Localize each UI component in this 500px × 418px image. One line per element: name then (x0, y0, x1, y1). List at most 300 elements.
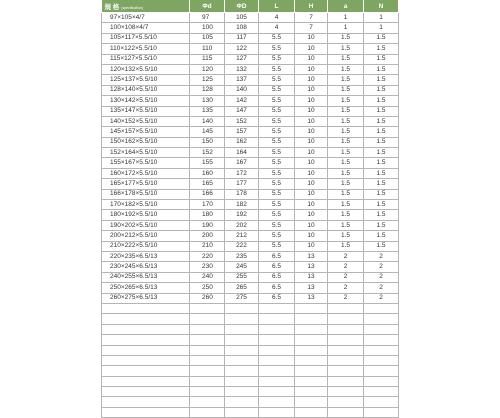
cell-spec (102, 303, 190, 313)
cell-spec: 105×117×5.5/10 (102, 33, 190, 43)
cell-outer-diameter: 132 (225, 64, 259, 74)
cell-a: 1.5 (328, 179, 364, 189)
cell-n: 1.5 (364, 96, 399, 106)
cell-outer-diameter (225, 324, 259, 334)
cell-inner-diameter: 240 (190, 272, 225, 282)
cell-height: 10 (295, 54, 328, 64)
cell-height: 10 (295, 148, 328, 158)
cell-outer-diameter: 212 (225, 231, 259, 241)
cell-height: 10 (295, 96, 328, 106)
cell-spec: 97×105×4/7 (102, 13, 190, 23)
cell-n: 1.5 (364, 148, 399, 158)
cell-outer-diameter: 182 (225, 200, 259, 210)
cell-inner-diameter (190, 355, 225, 365)
cell-height: 7 (295, 23, 328, 33)
cell-outer-diameter: 147 (225, 106, 259, 116)
cell-n (364, 407, 399, 417)
table-row (102, 168, 399, 178)
cell-a: 1 (328, 23, 364, 33)
cell-spec: 166×178×5.5/10 (102, 189, 190, 199)
table-row (102, 54, 399, 64)
cell-length: 5.5 (259, 137, 295, 147)
cell-length: 5.5 (259, 116, 295, 126)
cell-spec: 190×202×5.5/10 (102, 220, 190, 230)
cell-n: 1.5 (364, 220, 399, 230)
cell-height: 10 (295, 85, 328, 95)
cell-outer-diameter (225, 407, 259, 417)
cell-outer-diameter: 235 (225, 251, 259, 261)
cell-inner-diameter: 260 (190, 293, 225, 303)
cell-height: 10 (295, 189, 328, 199)
cell-height: 10 (295, 75, 328, 85)
table-row (102, 241, 399, 251)
table-row (102, 64, 399, 74)
header-inner-diameter: Φd (190, 0, 225, 13)
header-length: L (259, 0, 295, 13)
cell-length (259, 335, 295, 345)
cell-height: 13 (295, 283, 328, 293)
cell-spec: 145×157×5.5/10 (102, 127, 190, 137)
cell-height (295, 407, 328, 417)
cell-spec: 250×265×6.5/13 (102, 283, 190, 293)
cell-n: 1.5 (364, 54, 399, 64)
cell-height: 10 (295, 220, 328, 230)
cell-inner-diameter: 105 (190, 33, 225, 43)
cell-outer-diameter: 157 (225, 127, 259, 137)
cell-n: 2 (364, 283, 399, 293)
table-row (102, 293, 399, 303)
cell-a: 1.5 (328, 231, 364, 241)
cell-inner-diameter (190, 397, 225, 407)
table-row (102, 179, 399, 189)
cell-height (295, 397, 328, 407)
cell-length (259, 303, 295, 313)
cell-spec: 155×167×5.5/10 (102, 158, 190, 168)
cell-length (259, 397, 295, 407)
table-row (102, 355, 399, 365)
cell-height (295, 314, 328, 324)
cell-inner-diameter (190, 366, 225, 376)
cell-n (364, 345, 399, 355)
cell-spec: 135×147×5.5/10 (102, 106, 190, 116)
table-row (102, 272, 399, 282)
cell-length: 5.5 (259, 54, 295, 64)
cell-height (295, 387, 328, 397)
cell-spec: 210×222×5.5/10 (102, 241, 190, 251)
cell-outer-diameter: 222 (225, 241, 259, 251)
cell-outer-diameter: 142 (225, 96, 259, 106)
cell-a: 1.5 (328, 241, 364, 251)
cell-outer-diameter (225, 303, 259, 313)
cell-inner-diameter: 170 (190, 200, 225, 210)
cell-a (328, 366, 364, 376)
cell-spec: 180×192×5.5/10 (102, 210, 190, 220)
table-row (102, 44, 399, 54)
cell-inner-diameter (190, 335, 225, 345)
table-row (102, 106, 399, 116)
cell-n: 1.5 (364, 210, 399, 220)
cell-n: 1.5 (364, 200, 399, 210)
cell-a: 1 (328, 13, 364, 23)
cell-spec: 200×212×5.5/10 (102, 231, 190, 241)
cell-length: 5.5 (259, 148, 295, 158)
table-body (102, 13, 399, 418)
cell-length: 5.5 (259, 179, 295, 189)
cell-spec (102, 397, 190, 407)
cell-n: 1 (364, 13, 399, 23)
cell-height (295, 335, 328, 345)
table-row (102, 210, 399, 220)
cell-spec (102, 407, 190, 417)
spec-table-container (101, 0, 398, 418)
cell-n (364, 335, 399, 345)
cell-spec: 170×182×5.5/10 (102, 200, 190, 210)
cell-n (364, 387, 399, 397)
table-row (102, 116, 399, 126)
header-spec-sub: (specification) (121, 5, 143, 10)
cell-height: 10 (295, 241, 328, 251)
cell-spec: 110×122×5.5/10 (102, 44, 190, 54)
cell-height: 10 (295, 158, 328, 168)
cell-a: 1.5 (328, 44, 364, 54)
cell-spec (102, 366, 190, 376)
cell-outer-diameter: 172 (225, 168, 259, 178)
cell-length (259, 324, 295, 334)
cell-n (364, 397, 399, 407)
cell-length: 5.5 (259, 158, 295, 168)
cell-length: 5.5 (259, 220, 295, 230)
cell-length: 5.5 (259, 75, 295, 85)
table-row (102, 85, 399, 95)
table-row (102, 387, 399, 397)
cell-a: 1.5 (328, 116, 364, 126)
cell-outer-diameter (225, 387, 259, 397)
cell-outer-diameter (225, 335, 259, 345)
cell-a: 1.5 (328, 96, 364, 106)
cell-spec: 160×172×5.5/10 (102, 168, 190, 178)
cell-a (328, 397, 364, 407)
cell-n: 1.5 (364, 231, 399, 241)
cell-a: 1.5 (328, 168, 364, 178)
cell-inner-diameter: 110 (190, 44, 225, 54)
cell-a: 1.5 (328, 137, 364, 147)
cell-n: 1.5 (364, 168, 399, 178)
cell-spec (102, 355, 190, 365)
cell-a: 1.5 (328, 210, 364, 220)
cell-spec: 130×142×5.5/10 (102, 96, 190, 106)
cell-a: 2 (328, 251, 364, 261)
cell-length (259, 355, 295, 365)
table-row (102, 231, 399, 241)
cell-outer-diameter (225, 376, 259, 386)
cell-spec: 150×162×5.5/10 (102, 137, 190, 147)
cell-n: 1.5 (364, 158, 399, 168)
cell-a (328, 345, 364, 355)
cell-length (259, 314, 295, 324)
cell-spec: 260×275×6.5/13 (102, 293, 190, 303)
cell-length: 5.5 (259, 85, 295, 95)
cell-spec: 100×108×4/7 (102, 23, 190, 33)
cell-length: 5.5 (259, 106, 295, 116)
cell-a: 1.5 (328, 106, 364, 116)
cell-length: 4 (259, 23, 295, 33)
cell-spec (102, 387, 190, 397)
cell-spec (102, 314, 190, 324)
cell-inner-diameter: 200 (190, 231, 225, 241)
cell-inner-diameter: 160 (190, 168, 225, 178)
cell-outer-diameter: 177 (225, 179, 259, 189)
cell-height: 7 (295, 13, 328, 23)
cell-length: 5.5 (259, 33, 295, 43)
cell-inner-diameter (190, 376, 225, 386)
cell-height (295, 303, 328, 313)
cell-outer-diameter: 164 (225, 148, 259, 158)
cell-n: 2 (364, 251, 399, 261)
cell-outer-diameter (225, 345, 259, 355)
table-header (102, 0, 399, 13)
cell-a (328, 335, 364, 345)
cell-length: 6.5 (259, 293, 295, 303)
cell-outer-diameter (225, 366, 259, 376)
cell-height: 13 (295, 262, 328, 272)
cell-a: 1.5 (328, 85, 364, 95)
cell-inner-diameter (190, 407, 225, 417)
cell-outer-diameter: 178 (225, 189, 259, 199)
cell-a: 1.5 (328, 148, 364, 158)
cell-n: 1.5 (364, 127, 399, 137)
header-height: H (295, 0, 328, 13)
cell-outer-diameter (225, 397, 259, 407)
cell-a: 1.5 (328, 75, 364, 85)
cell-n: 1.5 (364, 64, 399, 74)
cell-length: 6.5 (259, 251, 295, 261)
cell-length (259, 345, 295, 355)
cell-n: 2 (364, 293, 399, 303)
cell-a (328, 303, 364, 313)
cell-length: 5.5 (259, 241, 295, 251)
cell-n: 1 (364, 23, 399, 33)
cell-inner-diameter: 180 (190, 210, 225, 220)
cell-n (364, 366, 399, 376)
table-row (102, 324, 399, 334)
cell-height: 13 (295, 293, 328, 303)
cell-spec: 240×255×6.5/13 (102, 272, 190, 282)
cell-inner-diameter: 190 (190, 220, 225, 230)
cell-spec: 152×164×5.5/10 (102, 148, 190, 158)
cell-outer-diameter: 117 (225, 33, 259, 43)
table-row (102, 366, 399, 376)
cell-spec: 125×137×5.5/10 (102, 75, 190, 85)
cell-inner-diameter (190, 314, 225, 324)
cell-spec: 120×132×5.5/10 (102, 64, 190, 74)
header-spec-label: 規 格 (104, 3, 120, 11)
table-row (102, 376, 399, 386)
spec-table (101, 0, 399, 418)
cell-height: 10 (295, 127, 328, 137)
table-row (102, 189, 399, 199)
cell-height: 10 (295, 106, 328, 116)
cell-n: 1.5 (364, 241, 399, 251)
cell-height: 10 (295, 231, 328, 241)
cell-outer-diameter: 105 (225, 13, 259, 23)
cell-a: 1.5 (328, 127, 364, 137)
cell-a (328, 407, 364, 417)
cell-inner-diameter: 155 (190, 158, 225, 168)
cell-spec: 115×127×5.5/10 (102, 54, 190, 64)
cell-spec (102, 345, 190, 355)
table-row (102, 33, 399, 43)
cell-n (364, 324, 399, 334)
cell-inner-diameter: 165 (190, 179, 225, 189)
cell-inner-diameter: 130 (190, 96, 225, 106)
cell-a (328, 387, 364, 397)
cell-spec (102, 376, 190, 386)
cell-a (328, 324, 364, 334)
cell-n (364, 303, 399, 313)
cell-spec: 140×152×5.5/10 (102, 116, 190, 126)
cell-outer-diameter: 265 (225, 283, 259, 293)
cell-height (295, 345, 328, 355)
cell-length (259, 366, 295, 376)
cell-outer-diameter: 122 (225, 44, 259, 54)
cell-inner-diameter: 100 (190, 23, 225, 33)
table-row (102, 137, 399, 147)
cell-height: 13 (295, 251, 328, 261)
cell-height: 10 (295, 168, 328, 178)
table-row (102, 23, 399, 33)
cell-outer-diameter: 137 (225, 75, 259, 85)
cell-n (364, 355, 399, 365)
cell-length: 6.5 (259, 262, 295, 272)
cell-outer-diameter: 192 (225, 210, 259, 220)
cell-a: 2 (328, 272, 364, 282)
cell-n: 1.5 (364, 179, 399, 189)
cell-length: 6.5 (259, 283, 295, 293)
cell-length: 5.5 (259, 210, 295, 220)
cell-inner-diameter: 128 (190, 85, 225, 95)
cell-a (328, 355, 364, 365)
cell-spec (102, 335, 190, 345)
table-row (102, 335, 399, 345)
cell-height: 13 (295, 272, 328, 282)
table-row (102, 397, 399, 407)
cell-height (295, 376, 328, 386)
cell-inner-diameter: 115 (190, 54, 225, 64)
table-row (102, 75, 399, 85)
cell-inner-diameter: 152 (190, 148, 225, 158)
cell-height: 10 (295, 33, 328, 43)
cell-a: 1.5 (328, 220, 364, 230)
cell-outer-diameter: 167 (225, 158, 259, 168)
cell-inner-diameter: 250 (190, 283, 225, 293)
header-row (102, 0, 399, 13)
cell-n: 1.5 (364, 33, 399, 43)
cell-a: 2 (328, 293, 364, 303)
cell-a: 2 (328, 283, 364, 293)
cell-outer-diameter: 152 (225, 116, 259, 126)
header-n: N (364, 0, 399, 13)
cell-n: 1.5 (364, 137, 399, 147)
cell-length: 5.5 (259, 231, 295, 241)
cell-n: 1.5 (364, 44, 399, 54)
table-row (102, 127, 399, 137)
cell-outer-diameter: 245 (225, 262, 259, 272)
cell-n (364, 314, 399, 324)
cell-n: 2 (364, 272, 399, 282)
cell-inner-diameter: 125 (190, 75, 225, 85)
cell-n: 1.5 (364, 75, 399, 85)
cell-length: 5.5 (259, 64, 295, 74)
table-row (102, 345, 399, 355)
cell-a (328, 376, 364, 386)
cell-inner-diameter: 210 (190, 241, 225, 251)
table-row (102, 158, 399, 168)
cell-outer-diameter: 202 (225, 220, 259, 230)
cell-length: 6.5 (259, 272, 295, 282)
cell-spec: 128×140×5.5/10 (102, 85, 190, 95)
table-row (102, 96, 399, 106)
cell-height (295, 355, 328, 365)
cell-inner-diameter: 120 (190, 64, 225, 74)
cell-length: 5.5 (259, 44, 295, 54)
cell-length: 5.5 (259, 127, 295, 137)
cell-inner-diameter: 220 (190, 251, 225, 261)
table-row (102, 283, 399, 293)
cell-inner-diameter (190, 345, 225, 355)
table-row (102, 200, 399, 210)
cell-height: 10 (295, 44, 328, 54)
table-row (102, 303, 399, 313)
cell-a: 1.5 (328, 158, 364, 168)
cell-inner-diameter: 230 (190, 262, 225, 272)
cell-length (259, 387, 295, 397)
cell-a: 1.5 (328, 54, 364, 64)
cell-outer-diameter: 275 (225, 293, 259, 303)
cell-inner-diameter (190, 324, 225, 334)
cell-length (259, 376, 295, 386)
header-spec (102, 0, 190, 13)
cell-height: 10 (295, 179, 328, 189)
cell-a: 1.5 (328, 64, 364, 74)
cell-height (295, 366, 328, 376)
cell-inner-diameter: 97 (190, 13, 225, 23)
table-row (102, 262, 399, 272)
cell-height: 10 (295, 116, 328, 126)
cell-outer-diameter: 162 (225, 137, 259, 147)
table-row (102, 251, 399, 261)
cell-outer-diameter: 255 (225, 272, 259, 282)
cell-spec: 220×235×6.5/13 (102, 251, 190, 261)
cell-length: 4 (259, 13, 295, 23)
cell-outer-diameter: 127 (225, 54, 259, 64)
cell-n: 2 (364, 262, 399, 272)
cell-inner-diameter (190, 387, 225, 397)
table-row (102, 13, 399, 23)
cell-a: 1.5 (328, 33, 364, 43)
cell-height: 10 (295, 64, 328, 74)
cell-outer-diameter (225, 314, 259, 324)
cell-a (328, 314, 364, 324)
cell-outer-diameter: 108 (225, 23, 259, 33)
cell-height (295, 324, 328, 334)
cell-spec: 165×177×5.5/10 (102, 179, 190, 189)
cell-length: 5.5 (259, 168, 295, 178)
cell-inner-diameter: 140 (190, 116, 225, 126)
cell-n: 1.5 (364, 106, 399, 116)
cell-inner-diameter: 135 (190, 106, 225, 116)
cell-spec: 230×245×6.5/13 (102, 262, 190, 272)
table-row (102, 220, 399, 230)
